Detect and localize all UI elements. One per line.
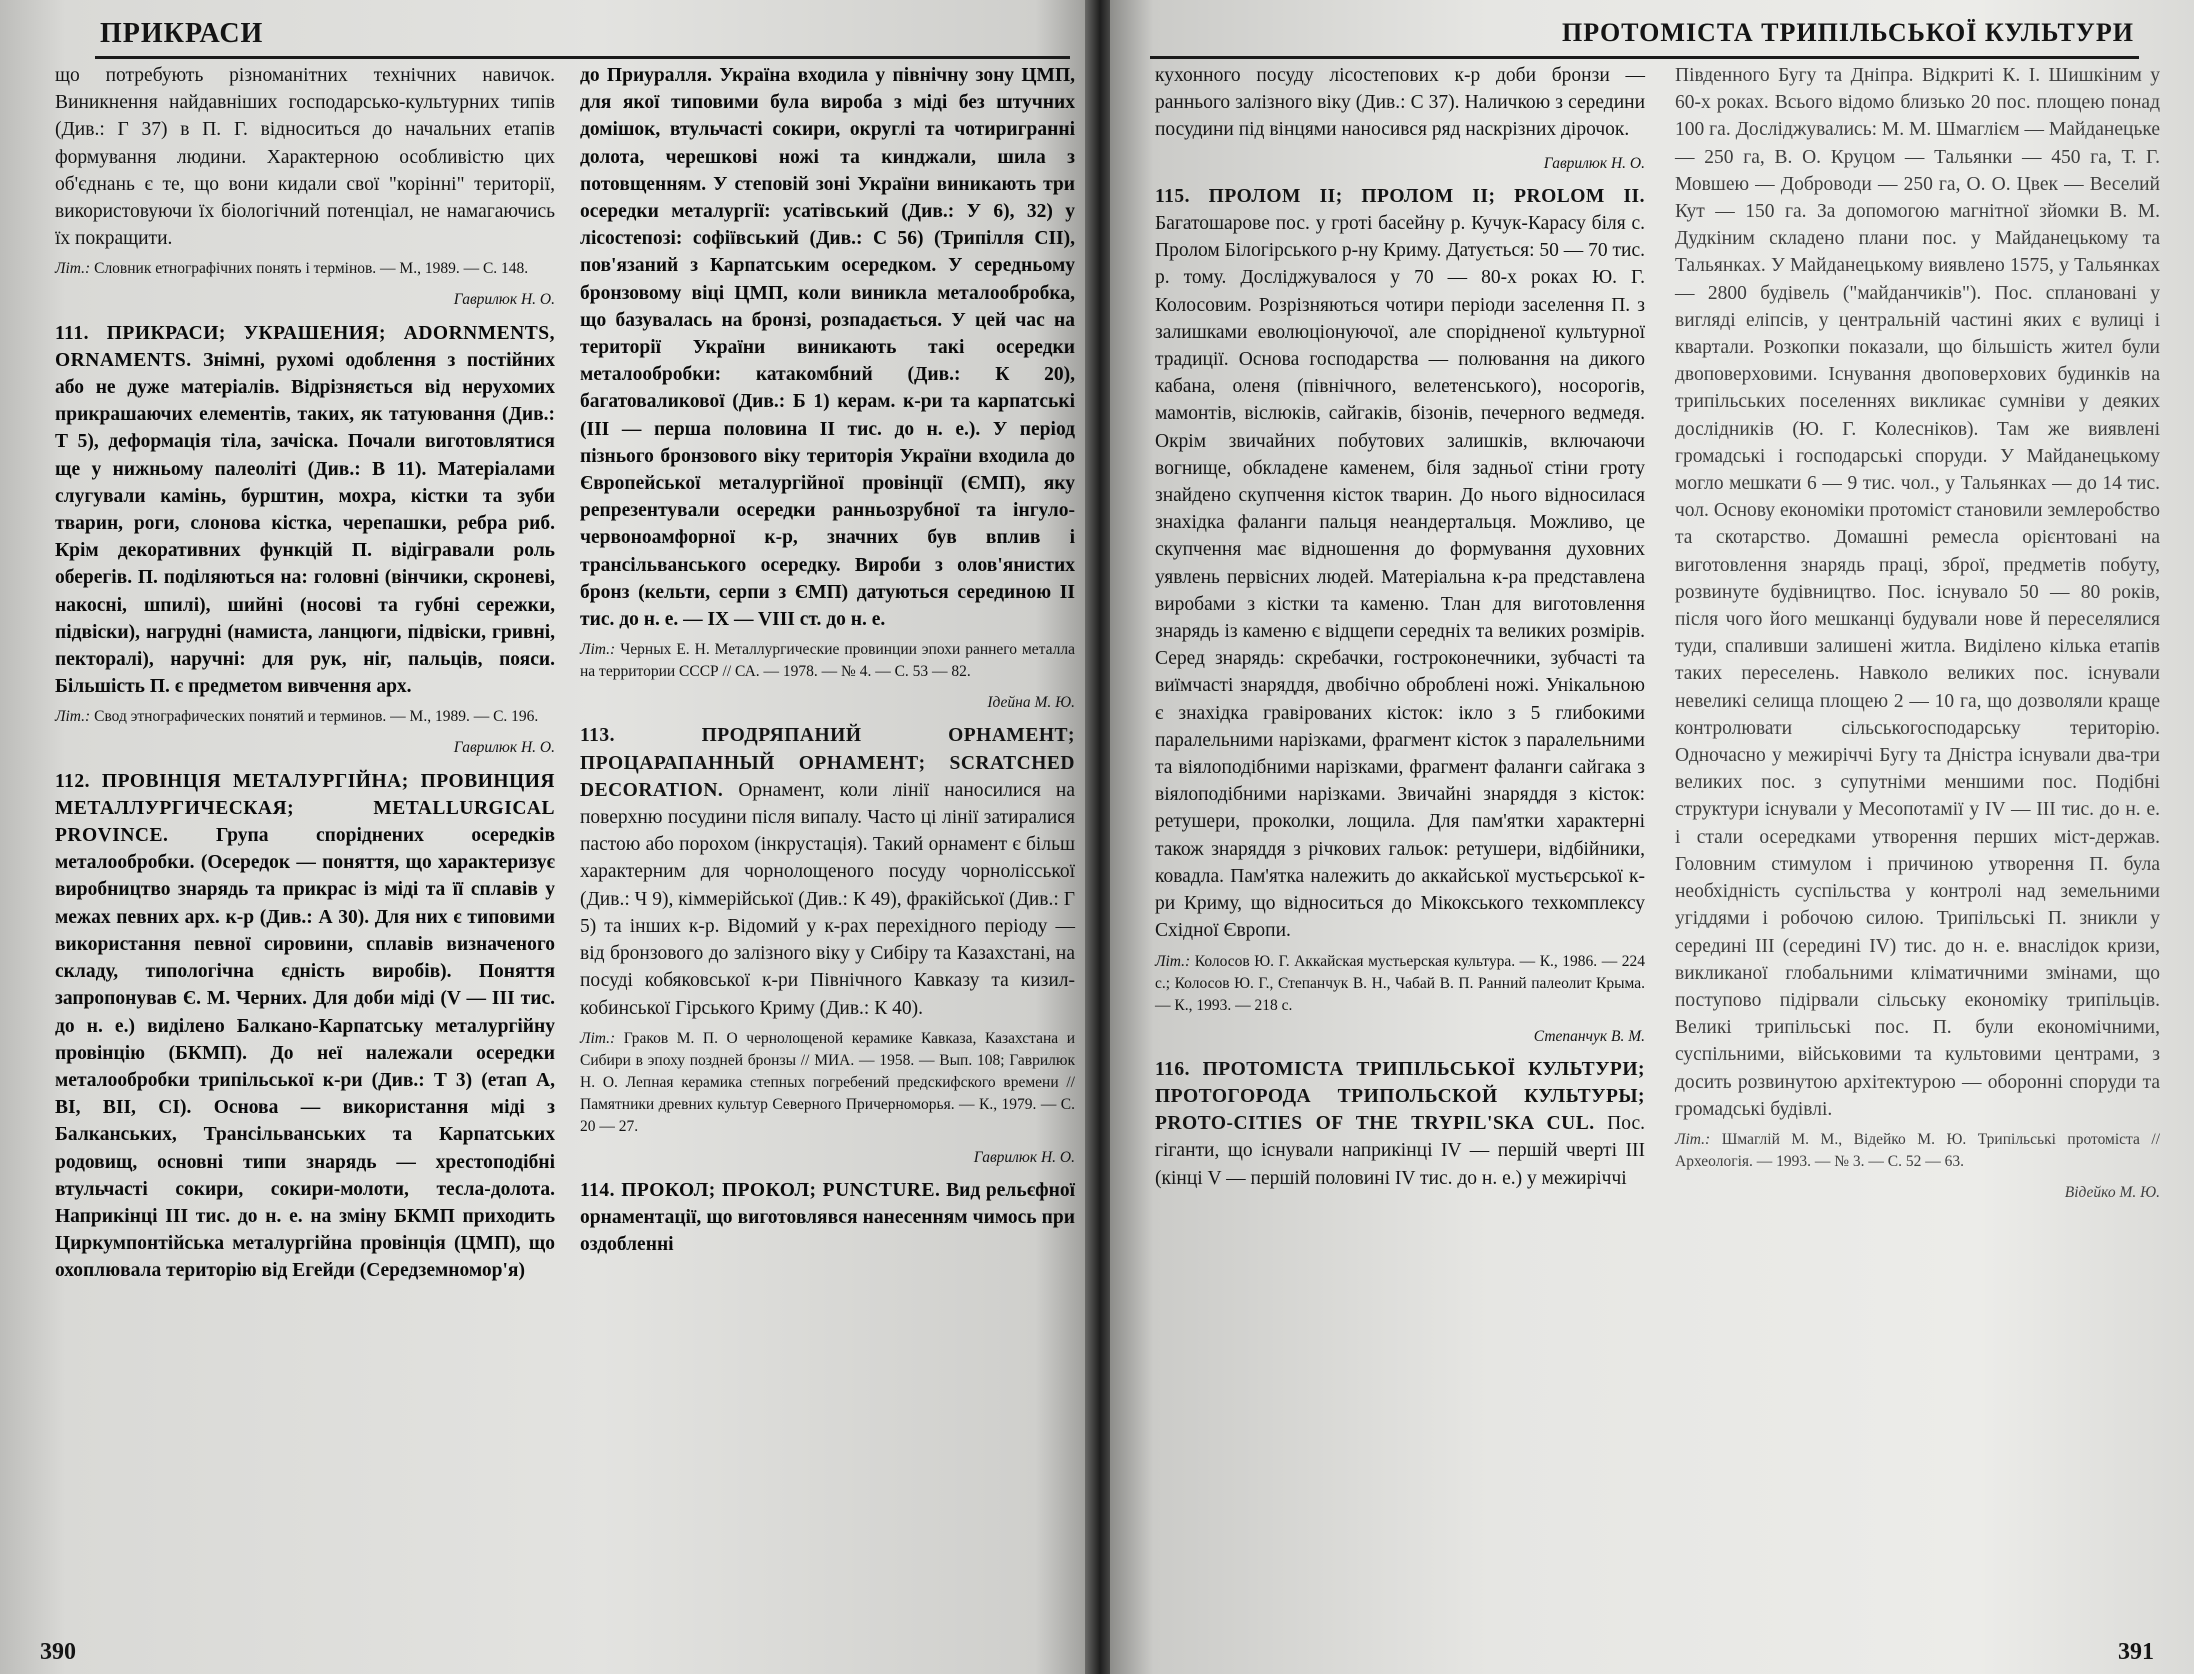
- right-column-2: [1675, 62, 2160, 1212]
- continued-text: кухонного посуду лісостепових к-р доби бронзи — раннього залізного віку (Див.: С 37). Наличкою з середини посудини під вінцями наносився ряд наскрізних дірочок.: [1155, 65, 1645, 141]
- page-number-left: 390: [40, 1639, 76, 1665]
- entry-115-title: 115. ПРОЛОМ ІІ; ПРОЛОМ ІІ; PROLOM II.: [1155, 185, 1645, 207]
- entry-115-body: Багатошарове пос. у гроті басейну р. Кучук-Карасу біля с. Пролом Білогірського р-ну Криму. Датується: 50 — 70 тис. р. тому. Досліджувалося у 70 — 80-х роках Ю. Г. Колосовим. Розрізняються чотири періоди заселення П. з залишками еволюціонуючої, але спорідненої культурної традиції. Основа господарства — полювання на дикого кабана, оленя (північного, велетенського), носорогів, мамонтів, віслюків, сайгаків, бізонів, печерного ведмедя. Окрім звичайних побутових залишків, включаючи вогнище, обкладене каменем, біля задньої стіни гроту знайдено скупчення кісток тварин. До нього відносилася знахідка фаланги пальця неандертальця. Можливо, це скупчення має відношення до формування духовних уявлень первісних людей. Матеріальна к-ра представлена виробами з кістки та каменю. Тлан для виготовлення знарядь із каменю є відщепи середніх та великих розмірів. Серед знарядь: скребачки, гостроконечники, зубчасті та виїмчасті знаряддя, двобічно оброблені ножі. Унікальною є знахідка гравірованих кісток: ікло з 5 глибокими паралельними нарізками, фрагмент кісток з паралельними та віялоподібними нарізками, фрагмент фаланги сайгака з віялоподібними нарізками. Звичайні знаряддя з кісток: ретушери, проколки, лощила. Для пам'ятки характерні також знаряддя з річкових гальок: ретушери, відбійники, ковадла. Пам'ятка належить до аккайської мустьєрської к-ри Криму, що відноситься до Мікокського техкомплексу Східної Європи.: [1155, 213, 1645, 942]
- page-number-right: 391: [2118, 1639, 2154, 1665]
- lit-text: Черных Е. Н. Металлургические провинции эпохи раннего металла на территории СССР // СА. — 1978. — № 4. — С. 53 — 82.: [580, 641, 1076, 681]
- lit-label: Літ.:: [580, 641, 616, 659]
- continued-text: що потребують різноманітних технічних навичок. Виникнення найдавніших господарсько-культурних типів (Див.: Г 37) в П. Г. відноситься до начальних етапів формування людини. Характерною особливістю цих об'єднань є те, що вони кидали свої "корінні" території, використовуючи їх біологічний потенціал, не намагаючись їх покращити.: [55, 65, 555, 250]
- lit-text: Свод этнографических понятий и терминов. — М., 1989. — С. 196.: [94, 708, 539, 726]
- entry-111-body: Знімні, рухомі одоблення з постійних або не дуже матеріалів. Відрізняється від нерухомих прикрашаючих елементів, таких, як татуювання (Див.: Т 5), деформація тіла, зачіска. Почали виготовлятися ще у нижньому палеоліті (Див.: В 11). Матеріалами слугували камінь, бурштин, мохра, кістки та зуби тварин, роги, слонова кістка, черепашки, ребра риб. Крім декоративних функцій П. відігравали роль оберегів. П. поділяються на: головні (вінчики, скроневі, накосні, шпилі), шийні (носові та губні сережки, підвіски), нагрудні (намиста, ланцюги, підвіски, гривні, пекторалі), наручні: для рук, ніг, пальців, пояси. Більшість П. є предметом вивчення арх.: [55, 349, 555, 698]
- lit-label: Літ.:: [580, 1029, 616, 1047]
- literature-ref: [1675, 1129, 2160, 1173]
- lit-label: Літ.:: [1675, 1130, 1711, 1148]
- running-head-left: ПРИКРАСИ: [100, 18, 264, 49]
- running-head-right: ПРОТОМІСТА ТРИПІЛЬСЬКОЇ КУЛЬТУРИ: [1562, 18, 2134, 47]
- entry-111-title: 111. ПРИКРАСИ; УКРАШЕНИЯ; ADORNMENTS, ORNAMENTS.: [55, 322, 555, 371]
- lit-text: Словник етнографічних понять і термінов. — М., 1989. — С. 148.: [94, 260, 529, 278]
- continued-text: до Приуралля. Україна входила у північну зону ЦМП, для якої типовими була вироба з міді без штучних домішок, втульчасті сокири, округлі та чотиригранні долота, черешкові ножі та кинджали, шила з потовщенням. У степовій зоні України виникають три осередки металургії: усатівський (Див.: У 6), 32) у лісостепозі: софіївський (Див.: С 56) (Трипілля СІІ), пов'язаний з Карпатським осередком. У середньому бронзовому віці ЦМП, коли виникла металообробка, що базувалась на бронзі, розпадається. У цей час на території України виникають такі осередки металообробки: катакомбний (Див.: К 20), багатоваликової (Див.: Б 1) керам. к-ри та карпатські (ІІІ — перша половина ІІ тис. до н. е.). У період пізнього бронзового віку територія України входила до Європейської металургійної провінції (ЄМП), яку репрезентували осередки ранньозрубної та інгуло-червоноамфорної к-р, значних був вплив і трансільванського осередку. Вироби з олов'янистих бронз (кельти, серпи з ЄМП) датуються серединою ІІ тис. до н. е. — IX — VIII ст. до н. е.: [580, 65, 1075, 631]
- literature-ref: [1155, 951, 1645, 1017]
- literature-ref: [55, 706, 555, 728]
- entry-116-title: 116. ПРОТОМІСТА ТРИПІЛЬСЬКОЇ КУЛЬТУРИ; ПРОТОГОРОДА ТРИПОЛЬСКОЙ КУЛЬТУРЫ; PROTO-CITIES OF THE TRYPIL'SKA CUL.: [1155, 1058, 1645, 1135]
- lit-label: Літ.:: [1155, 952, 1191, 970]
- entry-112-title: 112. ПРОВІНЦІЯ МЕТАЛУРГІЙНА; ПРОВИНЦИЯ МЕТАЛЛУРГИЧЕСКАЯ; METALLURGICAL PROVINCE.: [55, 770, 555, 847]
- entry-116-body: Пос. гіганти, що існували наприкінці IV — першій чверті III (кінці V — першій половині IV тис. до н. е.) у межиріччі: [1155, 1113, 1645, 1189]
- entry-113-title: 113. ПРОДРЯПАНИЙ ОРНАМЕНТ; ПРОЦАРАПАННЫЙ ОРНАМЕНТ; SCRATCHED DECORATION.: [580, 725, 1075, 801]
- author-signature: Гаврилюк Н. О.: [453, 291, 555, 309]
- author-signature: Гаврилюк Н. О.: [453, 739, 555, 757]
- left-column-1: [55, 62, 555, 1291]
- entry-111: [55, 320, 555, 701]
- lit-text: Шмаглій М. М., Відейко М. Ю. Трипільські протоміста // Археологія. — 1993. — № 3. — С. 52 — 63.: [1675, 1130, 2161, 1170]
- entry-114-title: 114. ПРОКОЛ; ПРОКОЛ; PUNCTURE.: [580, 1179, 941, 1201]
- author-signature: Гаврилюк Н. О.: [1543, 154, 1645, 172]
- author-signature: Ідейна М. Ю.: [987, 694, 1075, 712]
- left-page: [0, 0, 1090, 1674]
- author-signature: Гаврилюк Н. О.: [973, 1148, 1075, 1166]
- right-page: [1110, 0, 2194, 1674]
- lit-text: Колосов Ю. Г. Аккайская мустьерская культура. — К., 1986. — 224 с.; Колосов Ю. Г., Степанчук В. Н., Чабай В. П. Ранний палеолит Крыма. — К., 1993. — 218 с.: [1155, 952, 1645, 1014]
- entry-113-body: Орнамент, коли лінії наносилися на поверхню посудини після випалу. Часто ці лінії затиралися пастою або порохом (інкрустація). Такий орнамент є більш характерним для чорнолощеного посуду чорнолісської (Див.: Ч 9), кіммерійської (Див.: К 49), фракійської (Див.: Г 5) та інших к-р. Відомий у к-рах перехідного періоду — від бронзового до залізного віку у Сибіру та Казахстані, на посуді кобяковської к-ри Північного Кавказу та кизил-кобинської Гірського Криму (Див.: К 40).: [580, 779, 1075, 1019]
- right-column-1: [1155, 62, 1645, 1198]
- header-rule: [1150, 56, 2139, 59]
- continued-text: Південного Бугу та Дніпра. Відкриті К. І. Шишкіним у 60-х роках. Всього відомо близько 20 пос. площею понад 100 га. Досліджувались: М. М. Шмаглієм — Майданецьке — 250 га, В. О. Круцом — Тальянки — 450 га, Т. Г. Мовшею — Доброводи — 250 га, О. О. Цвек — Веселий Кут — 150 га. За допомогою магнітної зйомки В. М. Дудкіним складено плани пос. у Майданецькому та Тальянках. У Майданецькому виявлено 1575, у Тальянках — 2800 будівель ("майданчиків"). Пос. сплановані у вигляді еліпсів, у центральній частині яких є вулиці і квартали. Розкопки показали, що більшість жител були двоповерховими. Існування двоповерхових будинків на трипільських поселеннях викликає сумніви у деяких дослідників (Ю. Г. Колесніков). Там же виявлені громадські і господарські споруди. У Майданецькому могло мешкати 6 — 9 тис. чол., у Тальянках — до 14 тис. чол. Основу економіки протоміст становили землеробство та скотарство. Домашні ремесла орієнтовані на виготовлення знарядь праці, зброї, предметів побуту, розвинуте будівництво. Пос. існувало 50 — 80 років, після чого його мешканці будували нове й переселялися туди, спаливши залишені житла. Виділено кілька етапів таких переселень. Навколо великих пос. існували невеликі селища площею 2 — 10 га, що дозволяли краще контролювати сільськогосподарську територію. Одночасно у межиріччі Бугу та Дністра існували два-три великих пос. з супутніми меншими пос. Подібні структури існували у Месопотамії у IV — III тис. до н. е. і стали осередками утворення перших міст-держав. Головним стимулом і причиною утворення П. була необхідність суспільства у контролі над земельними угіддями і робочою силою. Трипільські П. зникли у середині III (середині IV) тис. до н. е. внаслідок кризи, викликаної глобальними кліматичними змінами, що поступово підірвали сільську економіку трипільців. Великі трипільські пос. П. були економічними, суспільними, військовими та культовими центрами, з досить розвинутою архітектурою — оборонні споруди та громадські будівлі.: [1675, 65, 2160, 1120]
- entry-115: [1155, 183, 1645, 945]
- literature-ref: [55, 258, 555, 280]
- literature-ref: [580, 639, 1075, 683]
- entry-114: [580, 1177, 1075, 1259]
- header-rule: [95, 56, 1070, 59]
- left-column-2: [580, 62, 1075, 1265]
- lit-label: Літ.:: [55, 708, 91, 726]
- literature-ref: [580, 1028, 1075, 1138]
- author-signature: Відейко М. Ю.: [2064, 1183, 2160, 1201]
- lit-text: Граков М. П. О чернолощеной керамике Кавказа, Казахстана и Сибири в эпоху поздней бронзы // МИА. — 1958. — Вып. 108; Гаврилюк Н. О. Лепная керамика степных погребений предскифского времени // Памятники древних культур Северного Причерноморья. — К., 1979. — С. 20 — 27.: [580, 1029, 1076, 1135]
- lit-label: Літ.:: [55, 260, 91, 278]
- entry-113: [580, 722, 1075, 1021]
- entry-116: [1155, 1056, 1645, 1192]
- entry-112-body: Група споріднених осередків металообробки. (Осередок — поняття, що характеризує виробництво знарядь та прикрас із міді та її сплавів у межах певних арх. к-р (Див.: А 30). Для них є типовими використання певної сировини, сплавів визначеного складу, типологічна єдність виробів). Поняття запропонував Є. М. Черних. Для доби міді (V — III тис. до н. е.) виділено Балкано-Карпатську металургійну провінцію (БКМП). До неї належали осередки металообробки трипільської к-ри (Див.: Т 3) (етап А, ВІ, ВІІ, СІ). Основа — використання міді з Балканських, Трансільванських та Карпатських родовищ, основні типи знарядь — хрестоподібні втульчасті сокири, сокири-молоти, тесла-долота. Наприкінці ІІІ тис. до н. е. на зміну БКМП приходить Циркумпонтійська металургійна провінція (ЦМП), що охоплювала територію від Егейди (Середземномор'я): [55, 825, 555, 1282]
- entry-114-body: Вид рельєфної орнаментації, що виготовлявся нанесенням чимось при оздобленні: [580, 1179, 1076, 1256]
- author-signature: Степанчук В. М.: [1533, 1027, 1645, 1045]
- entry-112: [55, 768, 555, 1285]
